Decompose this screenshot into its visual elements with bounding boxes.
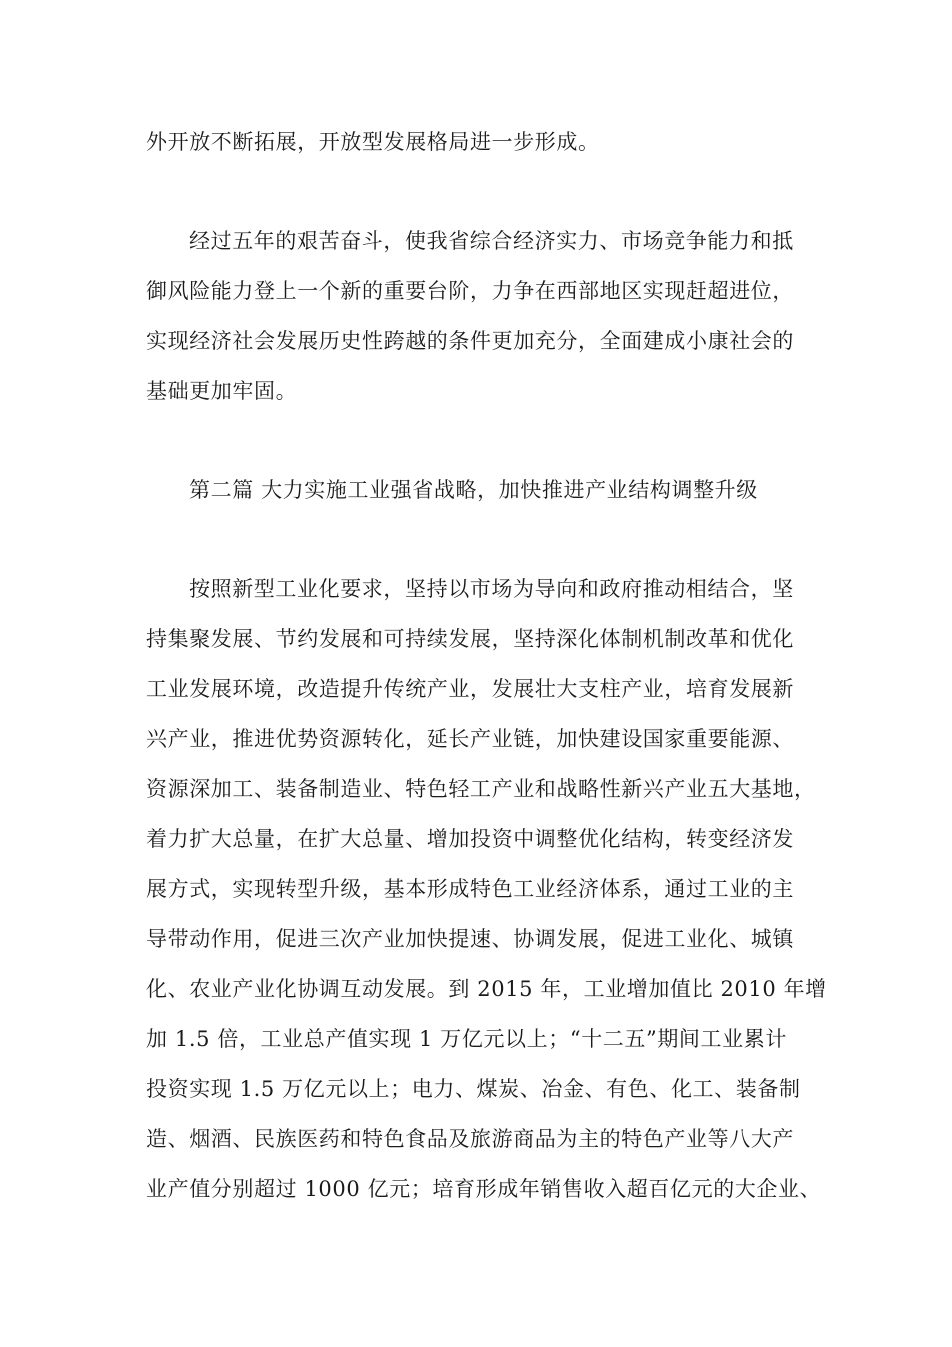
paragraph-line: 基础更加牢固。 [146,379,298,403]
paragraph-line: 御风险能力登上一个新的重要台阶，力争在西部地区实现赶超进位， [146,279,794,303]
paragraph-line: 业产值分别超过 1000 亿元；培育形成年销售收入超百亿元的大企业、 [146,1177,822,1201]
paragraph-line: 工业发展环境，改造提升传统产业，发展壮大支柱产业，培育发展新 [146,677,794,701]
paragraph-line: 展方式，实现转型升级，基本形成特色工业经济体系，通过工业的主 [146,877,794,901]
paragraph-line: 资源深加工、装备制造业、特色轻工产业和战略性新兴产业五大基地， [146,777,816,801]
paragraph-line: 化、农业产业化协调互动发展。到 2015 年，工业增加值比 2010 年增 [146,977,827,1001]
paragraph-line: 着力扩大总量，在扩大总量、增加投资中调整优化结构，转变经济发 [146,827,794,851]
paragraph-line: 造、烟酒、民族医药和特色食品及旅游商品为主的特色产业等八大产 [146,1127,794,1151]
paragraph-line: 按照新型工业化要求，坚持以市场为导向和政府推动相结合，坚 [189,577,794,601]
section-heading: 第二篇 大力实施工业强省战略，加快推进产业结构调整升级 [189,478,758,502]
paragraph-line: 经过五年的艰苦奋斗，使我省综合经济实力、市场竞争能力和抵 [189,229,794,253]
paragraph-line: 投资实现 1.5 万亿元以上；电力、煤炭、冶金、有色、化工、装备制 [146,1077,801,1101]
paragraph-line: 兴产业，推进优势资源转化，延长产业链，加快建设国家重要能源、 [146,727,794,751]
paragraph-line: 持集聚发展、节约发展和可持续发展，坚持深化体制机制改革和优化 [146,627,794,651]
paragraph-line: 实现经济社会发展历史性跨越的条件更加充分，全面建成小康社会的 [146,329,794,353]
paragraph-line: 加 1.5 倍，工业总产值实现 1 万亿元以上；“十二五”期间工业累计 [146,1027,787,1051]
paragraph-line: 外开放不断拓展，开放型发展格局进一步形成。 [146,130,600,154]
paragraph-line: 导带动作用，促进三次产业加快提速、协调发展，促进工业化、城镇 [146,927,794,951]
